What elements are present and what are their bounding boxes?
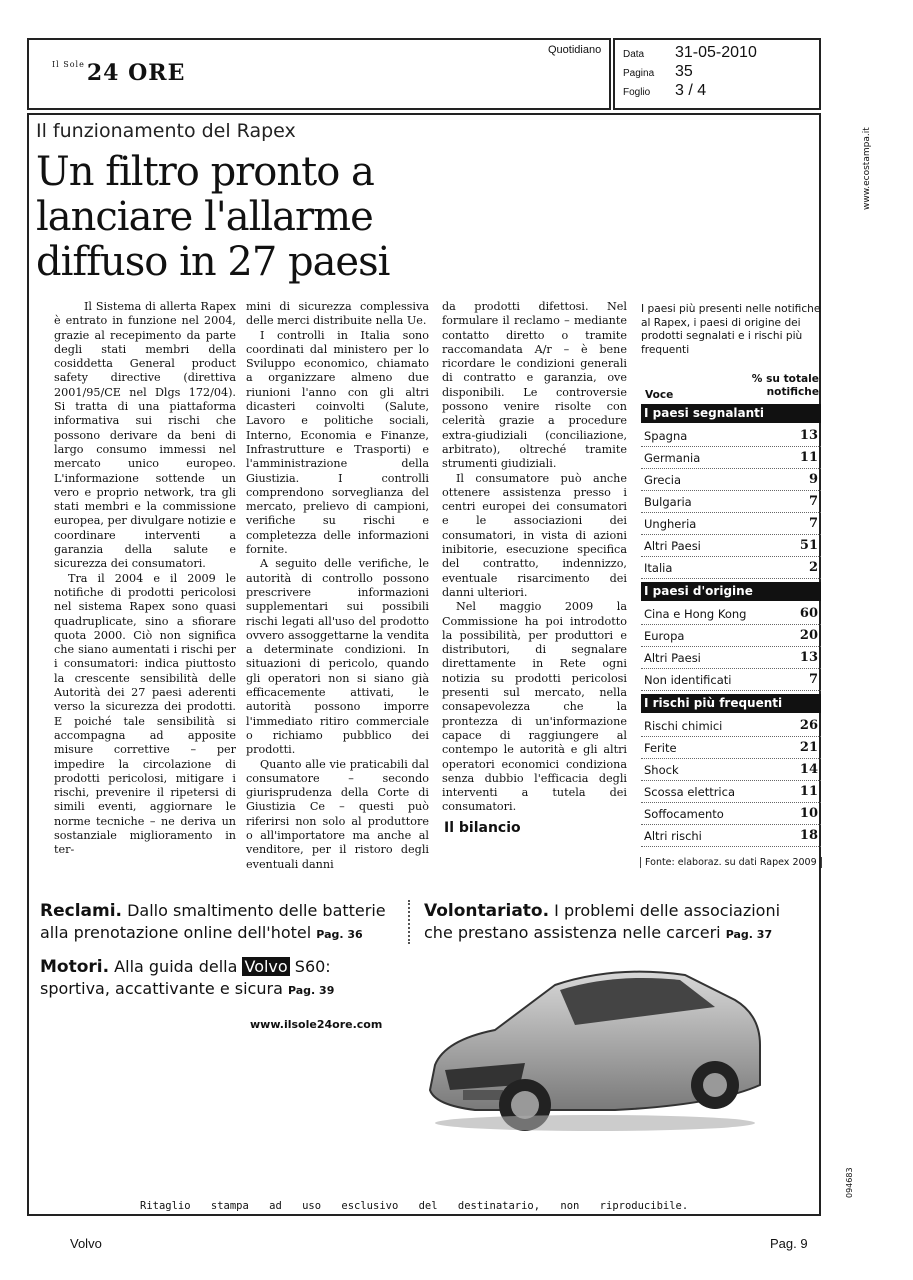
table-row: Germania 11 bbox=[641, 447, 821, 469]
footer-page: Pag. 9 bbox=[770, 1236, 808, 1251]
promo-divider bbox=[408, 900, 410, 944]
article-title: Un filtro pronto a lanciare l'allarme diffuso in 27 paesi bbox=[36, 149, 390, 285]
website-link[interactable]: www.ilsole24ore.com bbox=[250, 1018, 383, 1031]
table-row: Rischi chimici 26 bbox=[641, 715, 821, 737]
paragraph: Il Sistema di allerta Rapex è entrato in funzione nel 2004, grazie al recepimento da parte degli stati membri della cosiddetta General product safety directive (direttiva 2001/95/CE nel Dlgs 172/04). Si tratta di una piattaforma informativa sui rischi che possono derivare da beni di largo consumo immessi nel mercato unico europeo. L'informazione sottende un vero e proprio network, tra gli stati membri e la commissione europea, per divulgare notizie e coordinare interventi a garanzia della salute e sicurezza dei consumatori. bbox=[54, 300, 236, 571]
table-row: Ferite 21 bbox=[641, 737, 821, 759]
table-row: Scossa elettrica 11 bbox=[641, 781, 821, 803]
table-row: Cina e Hong Kong 60 bbox=[641, 603, 821, 625]
paragraph: da prodotti difettosi. Nel formulare il reclamo – mediante contatto diretto o tramite raccomandata A/r – è bene ricordare le condizioni generali di contratto e garanzia, ove disponibili. Le controversie possono venire risolte con celerità grazie a procedure extra-giudiziali (conciliazione, arbitrato), oltreché tramite strumenti giudiziali. bbox=[442, 300, 627, 471]
table-row: Non identificati 7 bbox=[641, 669, 821, 691]
table-row: Spagna 13 bbox=[641, 425, 821, 447]
article-kicker: Il funzionamento del Rapex bbox=[36, 120, 296, 142]
copyright-notice: Ritaglio stampa ad uso esclusivo del destinatario, non riproducibile. bbox=[140, 1200, 689, 1212]
table-row: Europa 20 bbox=[641, 625, 821, 647]
col-percent: % su totale notifiche bbox=[751, 373, 819, 398]
side-site-label: www.ecostampa.it bbox=[862, 127, 872, 210]
table-row: Italia 2 bbox=[641, 557, 821, 579]
paragraph: A seguito delle verifiche, le autorità di controllo possono prescrivere informazioni supplementari sui possibili rischi legati all'uso del prodotto ovvero assoggettarne la vendita a determinate condizioni. In situazioni di pericolo, quando gli operatori non si siano già efficacemente attivati, le autorità possono imporre l'immediato ritiro commerciale o richiamo pubblico dei prodotti. bbox=[246, 557, 429, 757]
table-row: Altri rischi 18 bbox=[641, 825, 821, 847]
table-header bbox=[641, 373, 823, 401]
table-section: I rischi più frequenti bbox=[641, 694, 821, 713]
paragraph: Il consumatore può anche ottenere assistenza presso i centri europei dei consumatori e le associazioni dei consumatori, in vista di azioni inibitorie, esecuzione specifica del contratto, indennizzo, eventuale risarcimento dei danni ulteriori. bbox=[442, 471, 627, 599]
meta-page-row: Pagina 35 bbox=[623, 63, 693, 80]
footer-keyword: Volvo bbox=[70, 1236, 102, 1251]
paragraph: Quanto alle vie praticabili dal consumatore – secondo giurisprudenza della Corte di Giustizia Ce – questi può riferirsi non solo al produttore o all'importatore ma anche al venditore, per il ristoro degli eventuali danni bbox=[246, 757, 429, 871]
table-source: Fonte: elaboraz. su dati Rapex 2009 bbox=[640, 857, 822, 868]
article-column-1 bbox=[54, 300, 236, 858]
promo-motori[interactable]: Motori. Alla guida della Volvo S60: sportiva, accattivante e sicura Pag. 39 bbox=[40, 957, 335, 998]
table-row: Altri Paesi 13 bbox=[641, 647, 821, 669]
promo-reclami[interactable]: Reclami. Dallo smaltimento delle batterie alla prenotazione online dell'hotel Pag. 36 bbox=[40, 901, 386, 942]
table-intro: I paesi più presenti nelle notifiche al Rapex, i paesi di origine dei prodotti segnalati e i rischi più frequenti bbox=[641, 303, 821, 356]
promo-volontariato[interactable]: Volontariato. I problemi delle associazioni che prestano assistenza nelle carceri Pag. 37 bbox=[424, 901, 781, 942]
publication-frequency: Quotidiano bbox=[548, 44, 602, 56]
paragraph: mini di sicurezza complessiva delle merci distribuite nella Ue. bbox=[246, 300, 429, 328]
article-column-3 bbox=[442, 300, 627, 815]
table-section: I paesi segnalanti bbox=[641, 404, 821, 423]
table-row: Bulgaria 7 bbox=[641, 491, 821, 513]
section-heading-bilancio: Il bilancio bbox=[444, 820, 521, 836]
table-section: I paesi d'origine bbox=[641, 582, 821, 601]
meta-sheet-row: Foglio 3 / 4 bbox=[623, 82, 707, 99]
volvo-brand-mark: Volvo bbox=[244, 957, 288, 976]
paragraph: I controlli in Italia sono coordinati dal ministero per lo Sviluppo economico, chiamato a organizzare almeno due riunioni l'anno con gli altri dicasteri coinvolti (Salute, Lavoro e politiche sociali, Interno, Economia e Finanze, Infrastrutture e Trasporti) e l'amministrazione della Giustizia. I controlli comprendono sorveglianza del mercato, prelievo di campioni, verifiche su rischi e completezza delle informazioni fornite. bbox=[246, 328, 429, 557]
table-row: Soffocamento 10 bbox=[641, 803, 821, 825]
paragraph: Nel maggio 2009 la Commissione ha poi introdotto la possibilità, per produttori e distributori, di segnalare direttamente in Rete ogni notizia su prodotti pericolosi presenti sul mercato, nella consapevolezza che la prontezza di un'informazione capace di raggiungere al contempo le autorità e gli altri operatori economici condiziona senza dubbio l'efficacia degli interventi a tutela dei consumatori. bbox=[442, 600, 627, 814]
paragraph: Tra il 2004 e il 2009 le notifiche di prodotti pericolosi nel sistema Rapex sono quasi quadruplicate, sino a sfiorare quota 2000. Ciò non significa che siano aumentati i rischi per i consumatori: indica piuttosto la crescente sensibilità delle Autorità dei 27 paesi aderenti verso la sicurezza dei prodotti. E poiché tale sensibilità si accompagna ad apposite misure correttive – per impedire la circolazione di prodotti pericolosi, mitigare i rischi, prevenire il ripetersi di simili eventi, aggiornare le norme tecniche – ne deriva un sostanziale miglioramento in ter- bbox=[54, 571, 236, 857]
table-row: Altri Paesi 51 bbox=[641, 535, 821, 557]
side-code-label: 094683 bbox=[845, 1167, 854, 1198]
table-row: Grecia 9 bbox=[641, 469, 821, 491]
table-row: Ungheria 7 bbox=[641, 513, 821, 535]
car-photo bbox=[415, 945, 775, 1135]
article-column-2 bbox=[246, 300, 429, 872]
table-row: Shock 14 bbox=[641, 759, 821, 781]
newspaper-logo: $^{Il Sole}$24 ORE bbox=[52, 60, 186, 86]
col-voce: Voce bbox=[645, 389, 674, 401]
meta-data-row: Data 31-05-2010 bbox=[623, 44, 757, 61]
